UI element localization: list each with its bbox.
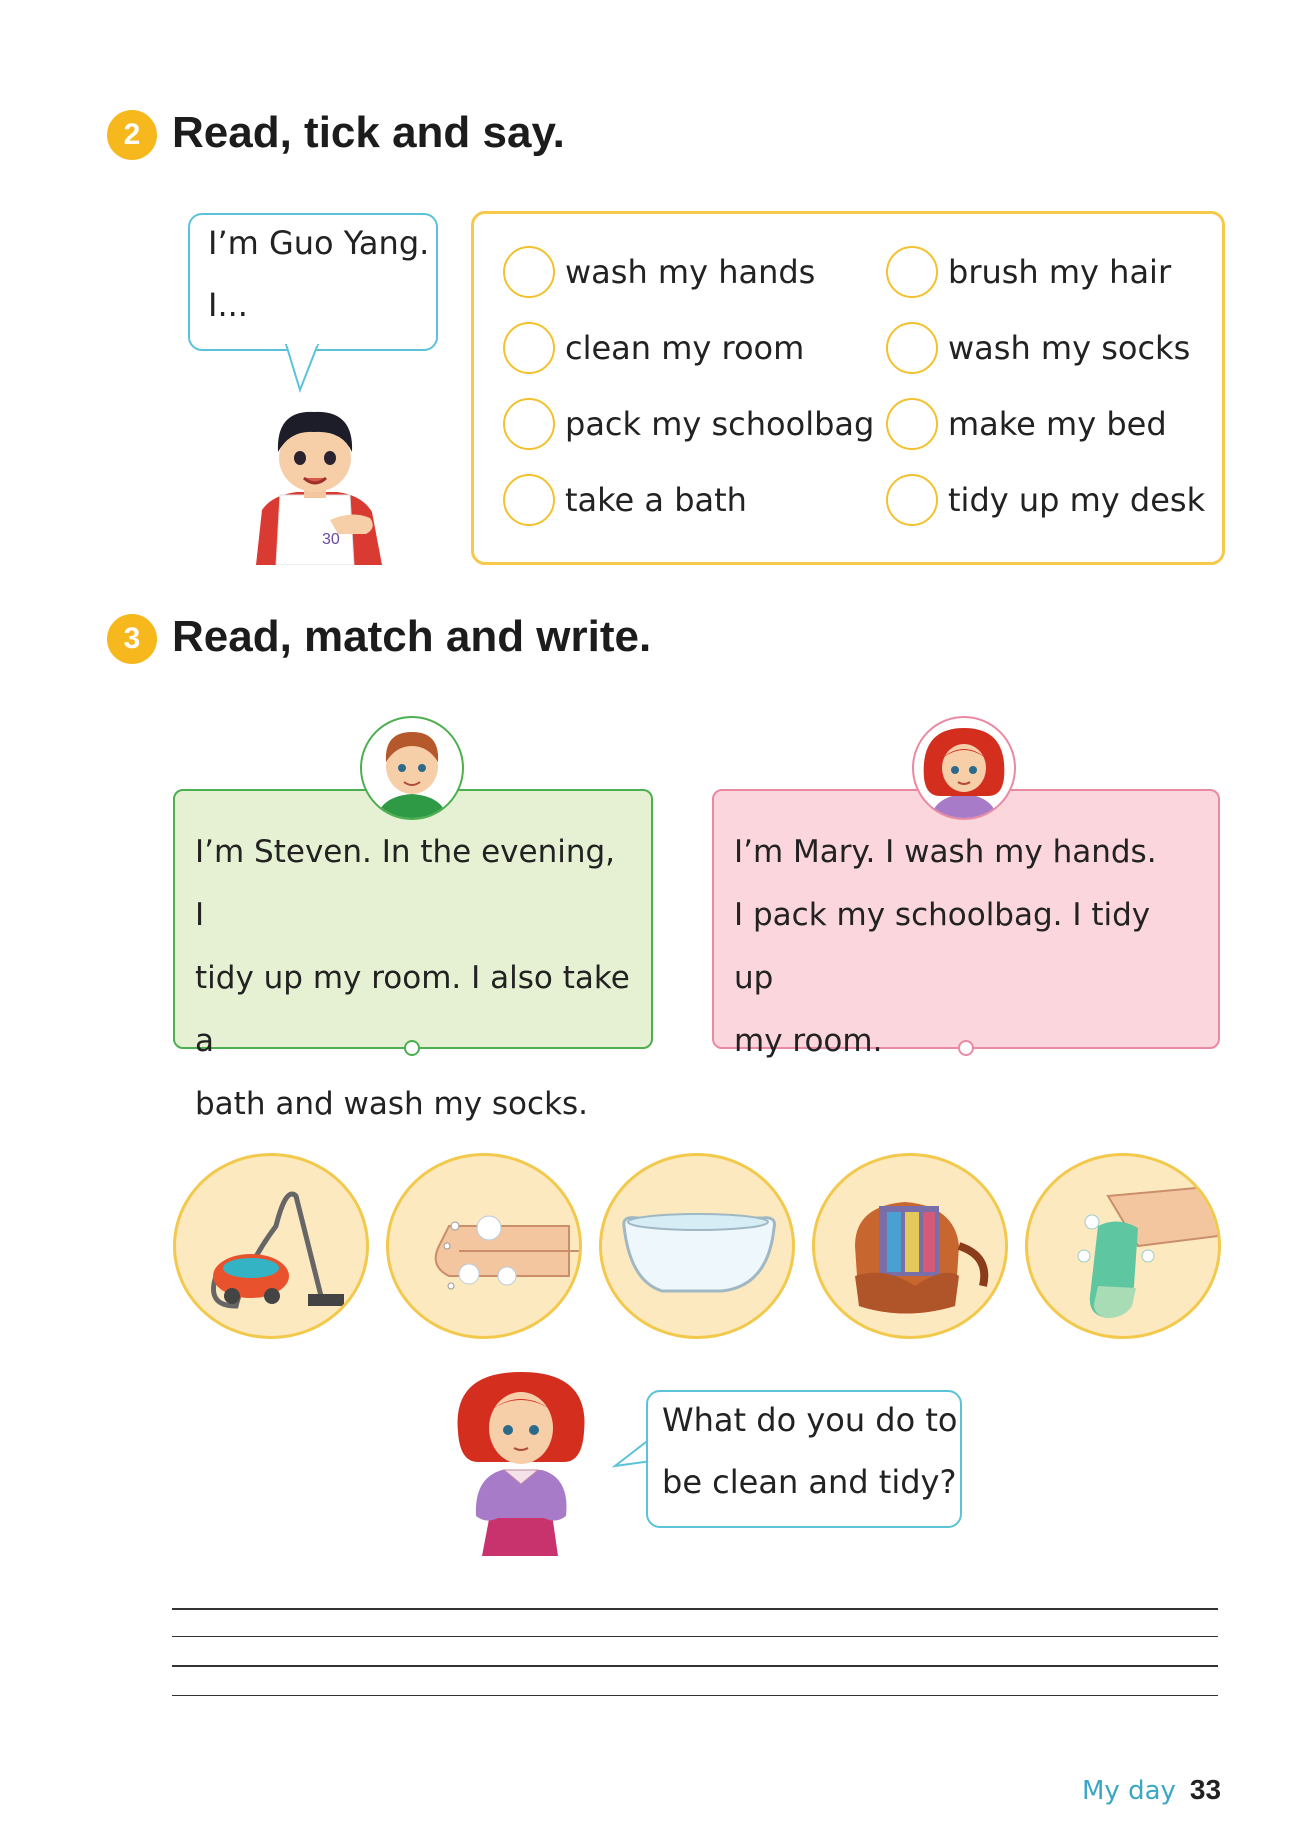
shirt-number: 30	[322, 531, 340, 548]
option-take-a-bath[interactable]	[503, 474, 747, 526]
option-make-my-bed[interactable]	[886, 398, 1167, 450]
question-speech-bubble	[646, 1390, 962, 1528]
option-tidy-up-my-desk[interactable]	[886, 474, 1205, 526]
schoolbag-icon	[815, 1156, 1005, 1336]
tick-circle[interactable]	[503, 398, 555, 450]
tick-circle[interactable]	[503, 474, 555, 526]
option-brush-my-hair[interactable]	[886, 246, 1171, 298]
mary-avatar	[912, 716, 1016, 820]
mary-match-dot[interactable]	[958, 1040, 974, 1056]
option-label: make my bed	[948, 405, 1167, 443]
tick-circle[interactable]	[886, 322, 938, 374]
option-wash-my-hands[interactable]	[503, 246, 815, 298]
speech-line-1: I’m Guo Yang.	[208, 224, 430, 262]
question-line-1: What do you do to	[662, 1401, 958, 1439]
writing-line-4[interactable]	[172, 1695, 1218, 1696]
washing-hands-icon	[389, 1156, 579, 1336]
washing-hands-picture[interactable]	[386, 1153, 582, 1339]
washing-socks-icon	[1028, 1156, 1218, 1336]
page-footer	[1082, 1774, 1221, 1806]
tick-circle[interactable]	[503, 246, 555, 298]
bathtub-icon	[602, 1156, 792, 1336]
option-label: wash my socks	[948, 329, 1191, 367]
option-pack-my-schoolbag[interactable]	[503, 398, 874, 450]
steven-avatar	[360, 716, 464, 820]
steven-line-2: tidy up my room. I also take a	[195, 960, 630, 1059]
guo-yang-illustration	[242, 400, 392, 565]
option-label: pack my schoolbag	[565, 405, 875, 443]
section-3-number: 3	[107, 614, 157, 664]
option-label: tidy up my desk	[948, 481, 1206, 519]
steven-story-card	[173, 789, 653, 1122]
option-wash-my-socks[interactable]	[886, 322, 1190, 374]
option-label: brush my hair	[948, 253, 1172, 291]
guo-yang-speech-bubble	[188, 213, 438, 351]
writing-line-1[interactable]	[172, 1608, 1218, 1610]
mary-line-2: I pack my schoolbag. I tidy up	[734, 897, 1151, 996]
mary-line-1: I’m Mary. I wash my hands.	[734, 834, 1157, 870]
tick-circle[interactable]	[503, 322, 555, 374]
tick-circle[interactable]	[886, 398, 938, 450]
page-number: 33	[1189, 1774, 1222, 1805]
option-clean-my-room[interactable]	[503, 322, 804, 374]
footer-unit-title: My day	[1082, 1776, 1176, 1806]
steven-line-3: bath and wash my socks.	[195, 1086, 589, 1122]
writing-line-2[interactable]	[172, 1636, 1218, 1637]
mary-line-3: my room.	[734, 1023, 883, 1059]
question-line-2: be clean and tidy?	[662, 1463, 957, 1501]
option-label: take a bath	[565, 481, 747, 519]
option-label: clean my room	[565, 329, 805, 367]
writing-line-3[interactable]	[172, 1665, 1218, 1667]
section-3-title: Read, match and write.	[172, 612, 652, 661]
schoolbag-picture[interactable]	[812, 1153, 1008, 1339]
option-label: wash my hands	[565, 253, 816, 291]
vacuum-cleaner-picture[interactable]	[173, 1153, 369, 1339]
section-2-number: 2	[107, 110, 157, 160]
mary-illustration	[446, 1366, 596, 1556]
washing-socks-picture[interactable]	[1025, 1153, 1221, 1339]
bathtub-picture[interactable]	[599, 1153, 795, 1339]
steven-match-dot[interactable]	[404, 1040, 420, 1056]
mary-story-card	[712, 789, 1220, 1059]
tick-circle[interactable]	[886, 246, 938, 298]
tick-circle[interactable]	[886, 474, 938, 526]
section-2-title: Read, tick and say.	[172, 108, 565, 157]
speech-bubble-tail	[284, 344, 324, 394]
vacuum-cleaner-icon	[176, 1156, 366, 1336]
speech-line-2: I...	[208, 286, 248, 324]
steven-line-1: I’m Steven. In the evening, I	[195, 834, 616, 933]
